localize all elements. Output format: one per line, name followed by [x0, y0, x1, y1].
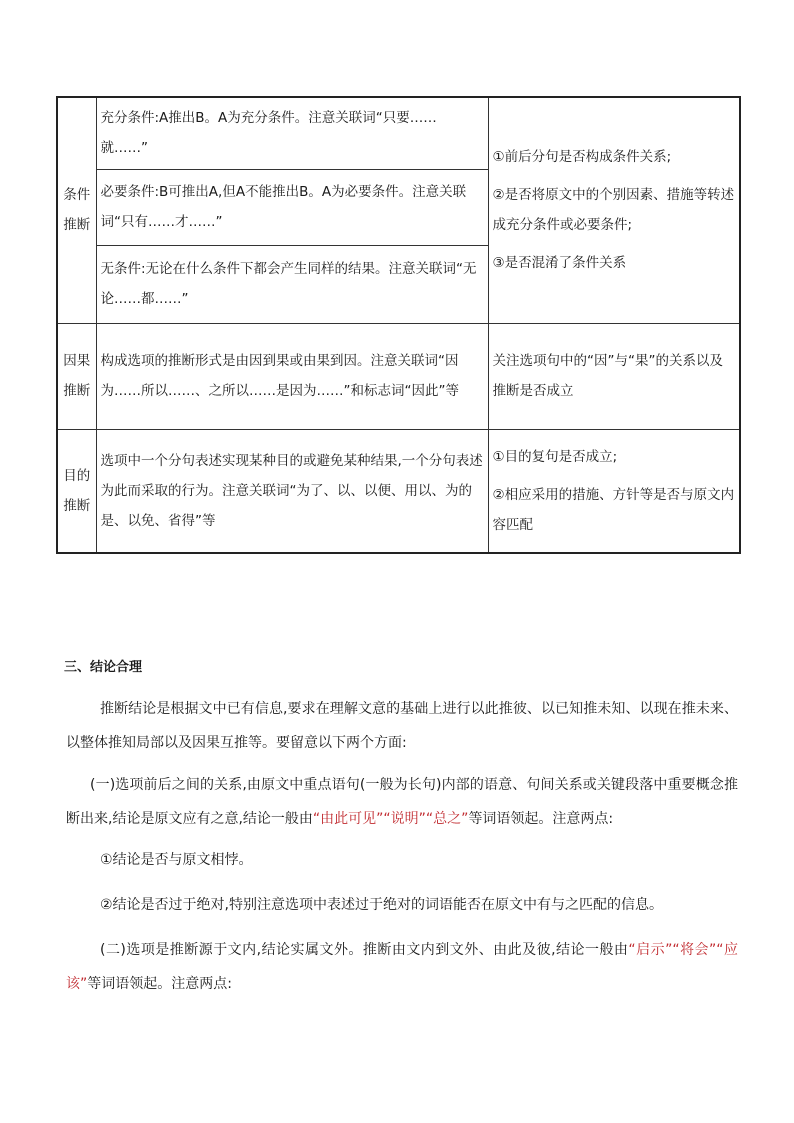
inference-table: [56, 96, 741, 554]
category-line: 推断: [63, 383, 91, 399]
check-point: ②相应采用的措施、方针等是否与原文内容匹配: [492, 486, 735, 533]
check-cell: 关注选项句中的“因”与“果”的关系以及推断是否成立: [488, 323, 740, 429]
check-point: ③是否混淆了条件关系: [492, 255, 627, 272]
description-cell: 构成选项的推断形式是由因到果或由果到因。注意关联词“因为……所以……、之所以……是因为……”和标志词“因此”等: [96, 323, 488, 429]
table-row: [57, 97, 740, 169]
part-one-keywords: “由此可见”“说明”“总之”: [312, 811, 469, 827]
check-point: ②是否将原文中的个别因素、措施等转述成充分条件或必要条件;: [492, 187, 735, 234]
category-line: 推断: [63, 497, 91, 514]
point-two: ②结论是否过于绝对,特别注意选项中表述过于绝对的词语能否在原文中有与之匹配的信息。: [100, 897, 663, 913]
point-one: ①结论是否与原文相悖。: [100, 852, 253, 868]
part-two-text: (二)选项是推断源于文内,结论实属文外。推断由文内到文外、由此及彼,结论一般由: [100, 942, 629, 958]
part-two-keywords: “启示”“将会”“应该”: [66, 942, 739, 992]
check-cell: [488, 429, 740, 553]
category-line: 推断: [63, 217, 91, 234]
check-cell: [488, 97, 740, 323]
part-two-text-end: 等词语领起。注意两点:: [87, 976, 232, 992]
part-one-paragraph: [66, 768, 738, 836]
inference-table-wrap: [56, 96, 739, 554]
description-cell: 无条件:无论在什么条件下都会产生同样的结果。注意关联词“无论……都……”: [96, 245, 488, 323]
category-cell: [57, 429, 96, 553]
description-cell: 选项中一个分句表述实现某种目的或避免某种结果,一个分句表述为此而采取的行为。注意关联词“为了、以、以便、用以、为的是、以免、省得”等: [96, 429, 488, 553]
part-one-text-end: 等词语领起。注意两点:: [468, 811, 614, 827]
table-row: [57, 323, 740, 429]
section-heading: 三、结论合理: [64, 660, 143, 675]
category-cell: [57, 97, 96, 323]
category-cell: [57, 323, 96, 429]
table-row: [57, 429, 740, 553]
section-intro: 推断结论是根据文中已有信息,要求在理解文意的基础上进行以此推彼、以已知推未知、以现在推未来、以整体推知局部以及因果互推等。要留意以下两个方面:: [66, 701, 738, 751]
part-two-paragraph: [66, 933, 738, 1001]
check-point: ①前后分句是否构成条件关系;: [492, 149, 672, 166]
check-point: ①目的复句是否成立;: [492, 448, 618, 465]
category-line: 目的: [63, 467, 91, 484]
description-cell: 充分条件:A推出B。A为充分条件。注意关联词“只要……就……”: [96, 97, 488, 169]
part-one-text: (一)选项前后之间的关系,由原文中重点语句(一般为长句)内部的语意、句间关系或关键段落中重要概念推断出来,结论是原文应有之意,结论一般由: [66, 777, 738, 827]
category-line: 因果: [63, 353, 91, 369]
category-line: 条件: [63, 187, 91, 204]
description-cell: 必要条件:B可推出A,但A不能推出B。A为必要条件。注意关联词“只有……才……”: [96, 169, 488, 245]
